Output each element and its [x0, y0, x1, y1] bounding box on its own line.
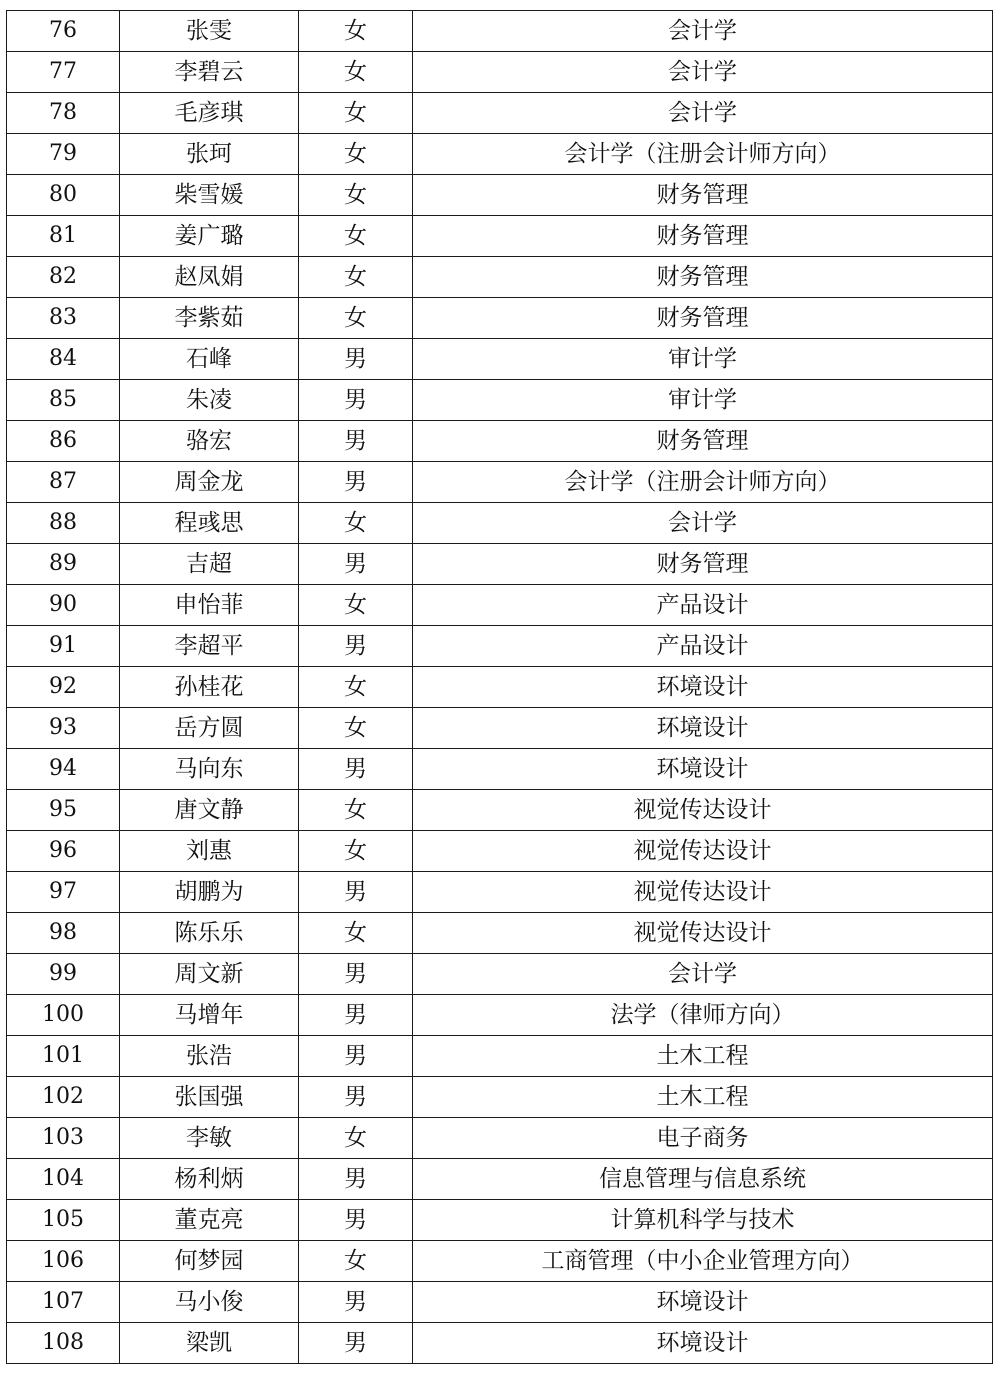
- table-row: [7, 1036, 993, 1077]
- gender-cell: 女: [299, 667, 413, 708]
- student-name-cell: 岳方圆: [120, 708, 299, 749]
- student-name-cell: 骆宏: [120, 421, 299, 462]
- student-name-cell: 李碧云: [120, 52, 299, 93]
- major-cell: 财务管理: [413, 298, 993, 339]
- student-name-cell: 董克亮: [120, 1200, 299, 1241]
- gender-cell: 女: [299, 298, 413, 339]
- gender-cell: 女: [299, 790, 413, 831]
- gender-cell: 女: [299, 1118, 413, 1159]
- major-cell: 会计学（注册会计师方向）: [413, 134, 993, 175]
- major-cell: 会计学: [413, 954, 993, 995]
- student-name-cell: 马小俊: [120, 1282, 299, 1323]
- row-number-cell: 90: [7, 585, 120, 626]
- table-row: [7, 1241, 993, 1282]
- major-cell: 视觉传达设计: [413, 831, 993, 872]
- major-cell: 视觉传达设计: [413, 913, 993, 954]
- gender-cell: 男: [299, 626, 413, 667]
- gender-cell: 男: [299, 872, 413, 913]
- row-number-cell: 102: [7, 1077, 120, 1118]
- table-row: [7, 790, 993, 831]
- row-number-cell: 101: [7, 1036, 120, 1077]
- major-cell: 审计学: [413, 339, 993, 380]
- table-row: [7, 1159, 993, 1200]
- major-cell: 电子商务: [413, 1118, 993, 1159]
- table-row: [7, 52, 993, 93]
- gender-cell: 男: [299, 544, 413, 585]
- gender-cell: 男: [299, 954, 413, 995]
- student-name-cell: 张珂: [120, 134, 299, 175]
- major-cell: 财务管理: [413, 216, 993, 257]
- student-name-cell: 朱凌: [120, 380, 299, 421]
- table-row: [7, 1282, 993, 1323]
- major-cell: 土木工程: [413, 1036, 993, 1077]
- major-cell: 财务管理: [413, 175, 993, 216]
- student-name-cell: 姜广璐: [120, 216, 299, 257]
- row-number-cell: 81: [7, 216, 120, 257]
- gender-cell: 男: [299, 749, 413, 790]
- row-number-cell: 104: [7, 1159, 120, 1200]
- row-number-cell: 106: [7, 1241, 120, 1282]
- major-cell: 会计学（注册会计师方向）: [413, 462, 993, 503]
- table-row: [7, 1077, 993, 1118]
- table-row: [7, 503, 993, 544]
- row-number-cell: 76: [7, 11, 120, 52]
- gender-cell: 女: [299, 585, 413, 626]
- table-row: [7, 831, 993, 872]
- student-name-cell: 唐文静: [120, 790, 299, 831]
- table-row: [7, 134, 993, 175]
- table-row: [7, 216, 993, 257]
- student-name-cell: 孙桂花: [120, 667, 299, 708]
- row-number-cell: 83: [7, 298, 120, 339]
- major-cell: 会计学: [413, 93, 993, 134]
- row-number-cell: 92: [7, 667, 120, 708]
- student-name-cell: 马向东: [120, 749, 299, 790]
- row-number-cell: 87: [7, 462, 120, 503]
- gender-cell: 女: [299, 93, 413, 134]
- row-number-cell: 77: [7, 52, 120, 93]
- major-cell: 土木工程: [413, 1077, 993, 1118]
- student-name-cell: 刘惠: [120, 831, 299, 872]
- gender-cell: 男: [299, 380, 413, 421]
- table-row: [7, 872, 993, 913]
- gender-cell: 女: [299, 11, 413, 52]
- major-cell: 产品设计: [413, 626, 993, 667]
- row-number-cell: 86: [7, 421, 120, 462]
- table-row: [7, 257, 993, 298]
- gender-cell: 女: [299, 52, 413, 93]
- gender-cell: 男: [299, 995, 413, 1036]
- gender-cell: 男: [299, 1159, 413, 1200]
- major-cell: 工商管理（中小企业管理方向）: [413, 1241, 993, 1282]
- gender-cell: 女: [299, 913, 413, 954]
- table-row: [7, 11, 993, 52]
- major-cell: 视觉传达设计: [413, 790, 993, 831]
- major-cell: 环境设计: [413, 1323, 993, 1364]
- major-cell: 产品设计: [413, 585, 993, 626]
- table-row: [7, 462, 993, 503]
- student-name-cell: 马增年: [120, 995, 299, 1036]
- student-name-cell: 赵凤娟: [120, 257, 299, 298]
- table-row: [7, 749, 993, 790]
- student-name-cell: 申怡菲: [120, 585, 299, 626]
- gender-cell: 女: [299, 503, 413, 544]
- major-cell: 审计学: [413, 380, 993, 421]
- table-row: [7, 1323, 993, 1364]
- row-number-cell: 88: [7, 503, 120, 544]
- table-row: [7, 298, 993, 339]
- student-name-cell: 周文新: [120, 954, 299, 995]
- table-row: [7, 175, 993, 216]
- row-number-cell: 84: [7, 339, 120, 380]
- major-cell: 会计学: [413, 52, 993, 93]
- student-name-cell: 张雯: [120, 11, 299, 52]
- student-name-cell: 吉超: [120, 544, 299, 585]
- major-cell: 财务管理: [413, 544, 993, 585]
- table-row: [7, 339, 993, 380]
- student-name-cell: 程彧思: [120, 503, 299, 544]
- major-cell: 环境设计: [413, 749, 993, 790]
- gender-cell: 男: [299, 1200, 413, 1241]
- major-cell: 计算机科学与技术: [413, 1200, 993, 1241]
- student-name-cell: 陈乐乐: [120, 913, 299, 954]
- table-row: [7, 708, 993, 749]
- row-number-cell: 97: [7, 872, 120, 913]
- student-roster-table: [6, 10, 993, 1364]
- row-number-cell: 108: [7, 1323, 120, 1364]
- table-row: [7, 585, 993, 626]
- gender-cell: 男: [299, 1323, 413, 1364]
- major-cell: 环境设计: [413, 708, 993, 749]
- row-number-cell: 105: [7, 1200, 120, 1241]
- gender-cell: 女: [299, 134, 413, 175]
- gender-cell: 女: [299, 1241, 413, 1282]
- student-name-cell: 石峰: [120, 339, 299, 380]
- major-cell: 财务管理: [413, 257, 993, 298]
- table-row: [7, 954, 993, 995]
- row-number-cell: 78: [7, 93, 120, 134]
- major-cell: 财务管理: [413, 421, 993, 462]
- major-cell: 视觉传达设计: [413, 872, 993, 913]
- row-number-cell: 99: [7, 954, 120, 995]
- gender-cell: 男: [299, 1036, 413, 1077]
- row-number-cell: 103: [7, 1118, 120, 1159]
- row-number-cell: 80: [7, 175, 120, 216]
- gender-cell: 女: [299, 708, 413, 749]
- major-cell: 信息管理与信息系统: [413, 1159, 993, 1200]
- row-number-cell: 98: [7, 913, 120, 954]
- gender-cell: 女: [299, 257, 413, 298]
- student-name-cell: 何梦园: [120, 1241, 299, 1282]
- student-name-cell: 柴雪媛: [120, 175, 299, 216]
- student-name-cell: 杨利炳: [120, 1159, 299, 1200]
- row-number-cell: 91: [7, 626, 120, 667]
- major-cell: 法学（律师方向）: [413, 995, 993, 1036]
- major-cell: 环境设计: [413, 1282, 993, 1323]
- gender-cell: 女: [299, 175, 413, 216]
- table-row: [7, 1200, 993, 1241]
- major-cell: 环境设计: [413, 667, 993, 708]
- row-number-cell: 94: [7, 749, 120, 790]
- table-row: [7, 626, 993, 667]
- gender-cell: 女: [299, 831, 413, 872]
- student-name-cell: 李敏: [120, 1118, 299, 1159]
- table-row: [7, 421, 993, 462]
- row-number-cell: 85: [7, 380, 120, 421]
- row-number-cell: 79: [7, 134, 120, 175]
- table-row: [7, 667, 993, 708]
- gender-cell: 女: [299, 216, 413, 257]
- row-number-cell: 96: [7, 831, 120, 872]
- student-name-cell: 李超平: [120, 626, 299, 667]
- table-row: [7, 995, 993, 1036]
- table-row: [7, 544, 993, 585]
- gender-cell: 男: [299, 1282, 413, 1323]
- major-cell: 会计学: [413, 503, 993, 544]
- gender-cell: 男: [299, 339, 413, 380]
- row-number-cell: 100: [7, 995, 120, 1036]
- row-number-cell: 107: [7, 1282, 120, 1323]
- roster-body: [7, 11, 993, 1364]
- row-number-cell: 95: [7, 790, 120, 831]
- row-number-cell: 89: [7, 544, 120, 585]
- student-name-cell: 张国强: [120, 1077, 299, 1118]
- student-name-cell: 李紫茹: [120, 298, 299, 339]
- major-cell: 会计学: [413, 11, 993, 52]
- student-name-cell: 梁凯: [120, 1323, 299, 1364]
- table-row: [7, 93, 993, 134]
- row-number-cell: 82: [7, 257, 120, 298]
- row-number-cell: 93: [7, 708, 120, 749]
- student-name-cell: 周金龙: [120, 462, 299, 503]
- student-name-cell: 张浩: [120, 1036, 299, 1077]
- student-name-cell: 毛彦琪: [120, 93, 299, 134]
- table-row: [7, 1118, 993, 1159]
- gender-cell: 男: [299, 1077, 413, 1118]
- table-row: [7, 913, 993, 954]
- table-row: [7, 380, 993, 421]
- gender-cell: 男: [299, 462, 413, 503]
- student-name-cell: 胡鹏为: [120, 872, 299, 913]
- gender-cell: 男: [299, 421, 413, 462]
